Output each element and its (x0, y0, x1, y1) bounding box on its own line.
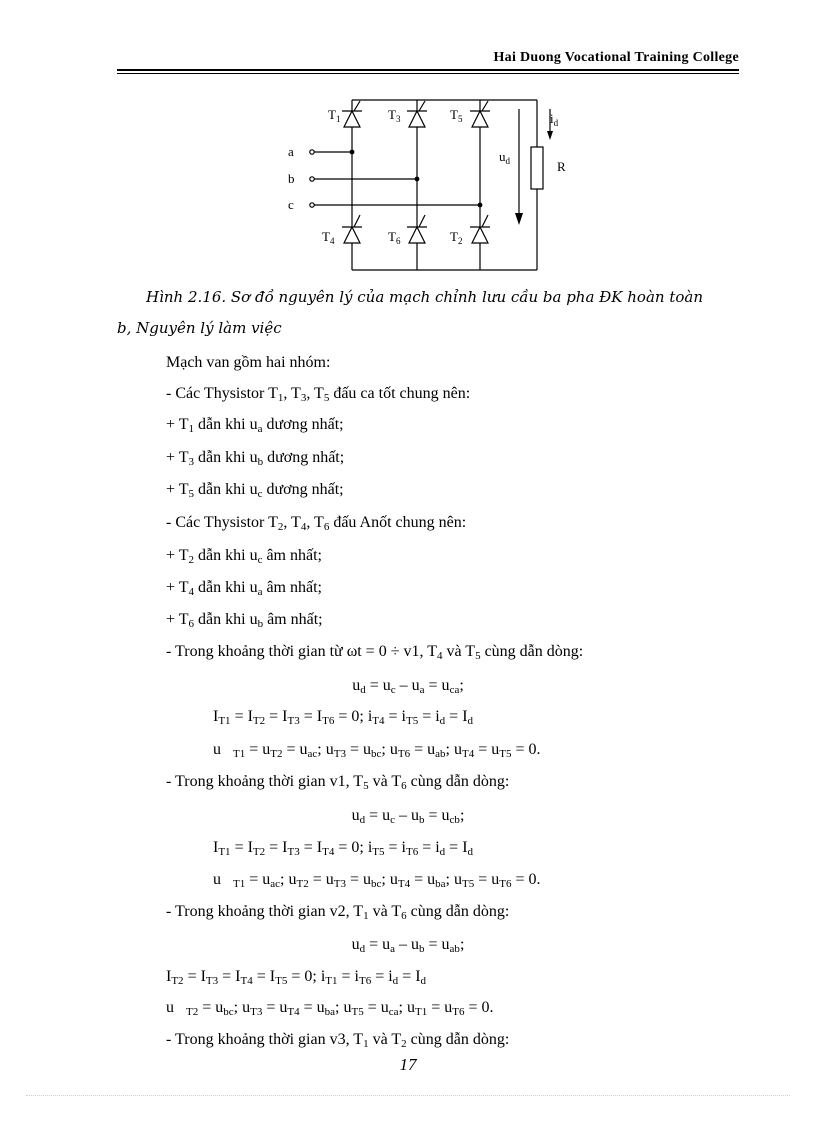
header-rule-thick (117, 69, 739, 71)
label-c: c (288, 197, 294, 212)
paragraph: + $T_6$ dẫn khi $u_b$ âm nhất; (166, 611, 323, 630)
label-t4: $T_4$ (322, 229, 335, 246)
terminal-c (310, 203, 314, 207)
paragraph: + $T_1$ dẫn khi $u_a$ dương nhất; (166, 416, 344, 435)
paragraph: - Trong khoảng thời gian v2, $T_1$ và $T_6$ cùng dẫn dòng: (166, 903, 510, 922)
equation: $u_d = u_c - u_b = u_{cb}$; (351, 807, 465, 826)
paragraph: + $T_4$ dẫn khi $u_a$ âm nhất; (166, 579, 322, 598)
page-number: 17 (399, 1055, 417, 1074)
label-t1: $T_1$ (328, 107, 341, 124)
paragraph: - Trong khoảng thời gian từ ωt = 0 ÷ v1, $T_4$ và $T_5$ cùng dẫn dòng: (166, 643, 584, 662)
equation: $I_{T2} = I_{T3} = I_{T4} = I_{T5} = 0$; $i_{T1} = i_{T6} = i_d = I_d$ (166, 968, 427, 987)
equation: $u_d = u_c - u_a = u_{ca}$; (352, 677, 464, 696)
paragraph: - Các Thysistor $T_1$, $T_3$, $T_5$ đấu ca tốt chung nên: (166, 385, 471, 404)
section-heading: b, Nguyên lý làm việc (117, 319, 282, 337)
equation: $u_d = u_a - u_b = u_{ab}$; (351, 936, 465, 955)
paragraph: + $T_2$ dẫn khi $u_c$ âm nhất; (166, 547, 322, 566)
label-a: a (288, 144, 294, 159)
bridge-rectifier-diagram (282, 95, 582, 275)
page-header: Hai Duong Vocational Training College (493, 50, 739, 65)
paragraph: - Trong khoảng thời gian v1, $T_5$ và $T_6$ cùng dẫn dòng: (166, 773, 510, 792)
label-t2: $T_2$ (450, 229, 463, 246)
header-rule-thin (117, 73, 739, 74)
figure-caption: Hình 2.16. Sơ đồ nguyên lý của mạch chỉnh lưu cầu ba pha ĐK hoàn toàn (146, 288, 703, 306)
paragraph: + $T_5$ dẫn khi $u_c$ dương nhất; (166, 481, 344, 500)
paragraph: + $T_3$ dẫn khi $u_b$ dương nhất; (166, 449, 345, 468)
paragraph: - Các Thysistor $T_2$, $T_4$, $T_6$ đấu Anốt chung nên: (166, 514, 467, 533)
footer-divider (26, 1095, 790, 1096)
terminal-a (310, 150, 314, 154)
equation: $I_{T1} = I_{T2} = I_{T3} = I_{T6} = 0$; $i_{T4} = i_{T5} = i_d = I_d$ (213, 708, 474, 727)
label-r: R (557, 159, 566, 174)
label-b: b (288, 171, 295, 186)
paragraph: Mạch van gồm hai nhóm: (166, 354, 331, 371)
equation: $I_{T1} = I_{T2} = I_{T3} = I_{T4} = 0$; $i_{T5} = i_{T6} = i_d = I_d$ (213, 839, 474, 858)
paragraph: - Trong khoảng thời gian v3, $T_1$ và $T_2$ cùng dẫn dòng: (166, 1031, 510, 1050)
label-ud: $u_d$ (499, 149, 510, 166)
label-t6: $T_6$ (388, 229, 401, 246)
terminal-b (310, 177, 314, 181)
label-t3: $T_3$ (388, 107, 401, 124)
equation: u $_{T2} = u_{bc}$; $u_{T3} = u_{T4} = u_{ba}$; $u_{T5} = u_{ca}$; $u_{T1} = u_{T6} = 0$. (166, 999, 494, 1018)
equation: u $_{T1} = u_{ac}$; $u_{T2} = u_{T3} = u_{bc}$; $u_{T4} = u_{ba}$; $u_{T5} = u_{T6} = 0$. (213, 871, 541, 890)
label-t5: $T_5$ (450, 107, 463, 124)
equation: u $_{T1} = u_{T2} = u_{ac}$; $u_{T3} = u_{bc}$; $u_{T6} = u_{ab}$; $u_{T4} = u_{T5} = 0$. (213, 741, 541, 760)
label-id: $i_d$ (550, 111, 559, 128)
resistor-r (531, 147, 543, 189)
